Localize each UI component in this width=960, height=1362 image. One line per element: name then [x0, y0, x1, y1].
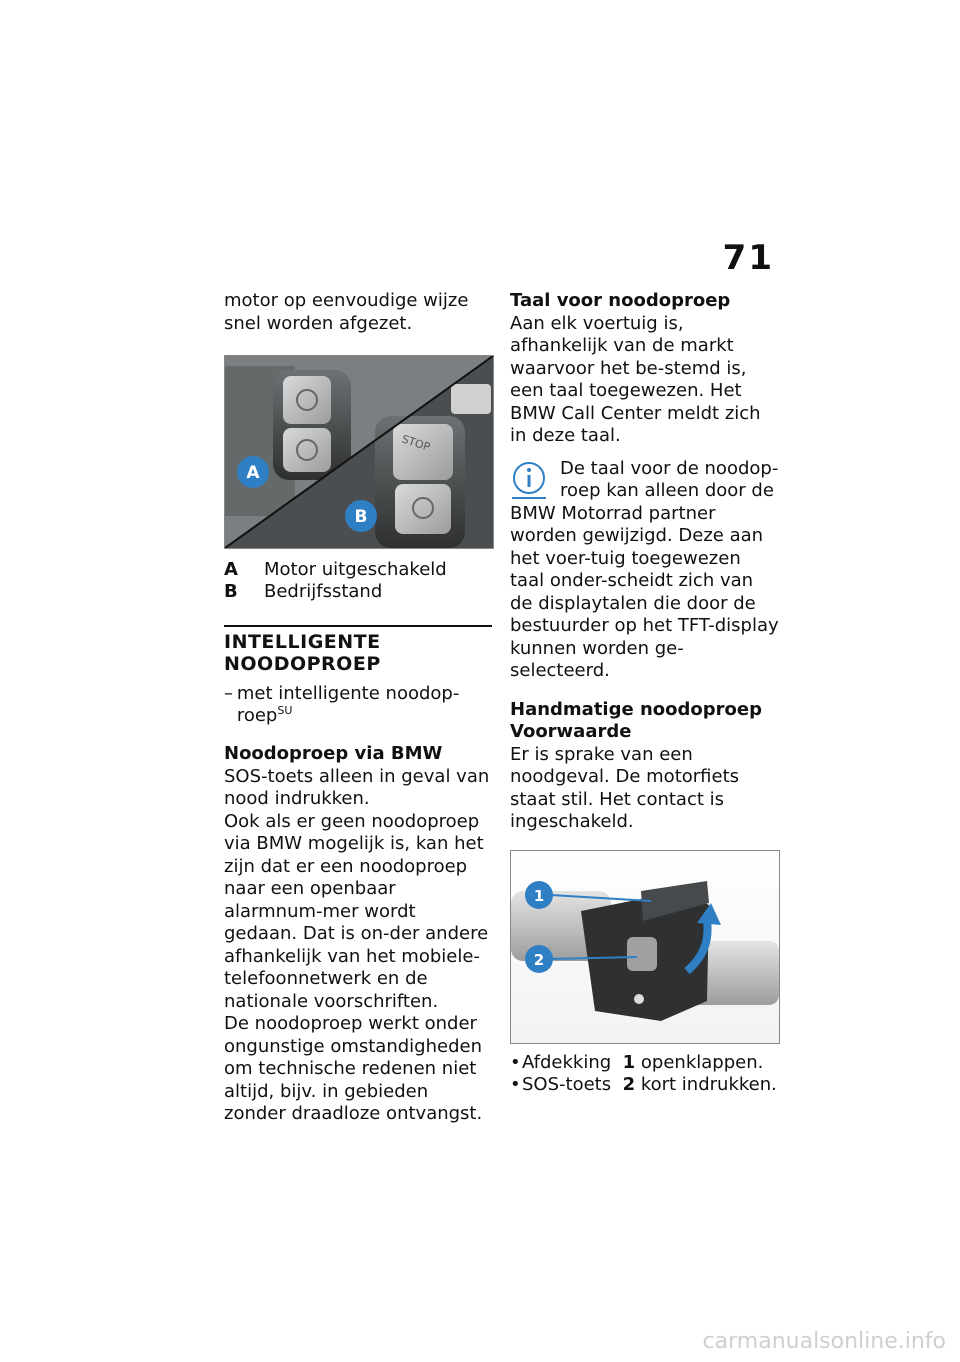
- subheading-handmatige: Handmatige noodoproep: [510, 698, 762, 720]
- paragraph: Er is sprake van een noodgeval. De motorfiets staat stil. Het contact is ingeschakeld.: [510, 743, 740, 832]
- step-text: kort indrukken.: [640, 1073, 777, 1095]
- paragraph: Aan elk voertuig is, afhankelijk van de markt waarvoor het be-stemd is, een taal toegewezen. Het BMW Call Center meldt zich in deze taal.: [510, 312, 761, 446]
- figure-legend: [224, 559, 492, 603]
- section-title-line1: INTELLIGENTE: [224, 631, 381, 653]
- legend-text: Bedrijfsstand: [264, 581, 383, 602]
- info-lead-text: De taal voor de noodop-roep kan alleen door de: [560, 457, 779, 501]
- sos-button-figure: [510, 850, 780, 1044]
- callout-a-text: A: [246, 463, 260, 483]
- step-item: [510, 1052, 780, 1074]
- step-ref: 2: [622, 1073, 636, 1095]
- intro-text: motor op eenvoudige wijze snel worden afgezet.: [224, 290, 469, 334]
- step-text: openklappen.: [640, 1051, 764, 1073]
- legend-key: B: [224, 581, 238, 602]
- subheading-taal: Taal voor noodoproep: [510, 290, 731, 311]
- section-title-line2: NOODOPROEP: [224, 653, 381, 675]
- callout-1-text: 1: [533, 886, 545, 905]
- step-item: [510, 1074, 780, 1096]
- left-column: [224, 290, 492, 1126]
- section-heading: [224, 625, 492, 675]
- info-note: [510, 458, 780, 683]
- step-ref: 1: [622, 1051, 636, 1073]
- sos-button-illustration: [511, 851, 779, 1043]
- page-number: 71: [722, 238, 774, 278]
- dash-mark: –: [224, 683, 233, 704]
- subheading-voorwaarde: Voorwaarde: [510, 721, 632, 742]
- subheading-noodoproep-via-bmw: Noodoproep via BMW: [224, 743, 443, 764]
- bullet-icon: •: [510, 1051, 521, 1073]
- info-icon: [510, 460, 548, 500]
- legend-key: A: [224, 559, 238, 580]
- step-text: SOS-toets: [522, 1073, 612, 1095]
- callout-2-text: 2: [533, 950, 545, 969]
- handlebar-switch-figure: [224, 355, 494, 549]
- bullet-icon: •: [510, 1073, 521, 1095]
- option-item: [224, 683, 492, 727]
- watermark: carmanualsonline.info: [702, 1329, 946, 1354]
- legend-text: Motor uitgeschakeld: [264, 559, 447, 580]
- paragraph: De noodoproep werkt onder ongunstige omstandigheden om technische redenen niet altijd, bijv. in gebieden zonder draadloze ontvangst.: [224, 1013, 483, 1124]
- option-code: SU: [277, 704, 293, 717]
- kill-switch-illustration: [225, 356, 493, 548]
- option-text: met intelligente noodop-roep: [236, 683, 460, 726]
- legend-item: [224, 559, 492, 581]
- paragraph: SOS-toets alleen in geval van nood indrukken.: [224, 765, 490, 809]
- stop-label: STOP: [400, 432, 432, 454]
- callout-b-text: B: [354, 507, 368, 527]
- info-text: BMW Motorrad partner worden gewijzigd. Deze aan het voer-tuig toegewezen taal onder-scheidt zich van de displaytalen die door de bestuurder op het TFT-display kunnen worden ge-selecteerd.: [510, 502, 779, 681]
- step-text: Afdekking: [522, 1051, 612, 1073]
- paragraph: Ook als er geen noodoproep via BMW mogelijk is, kan het zijn dat er een noodoproep naar een openbaar alarmnum-mer wordt gedaan. Dat is on-der andere afhankelijk van het mobiele-telefoonnetwerk en de nationale voorschriften.: [224, 810, 489, 1012]
- legend-item: [224, 581, 492, 603]
- right-column: [510, 290, 780, 1096]
